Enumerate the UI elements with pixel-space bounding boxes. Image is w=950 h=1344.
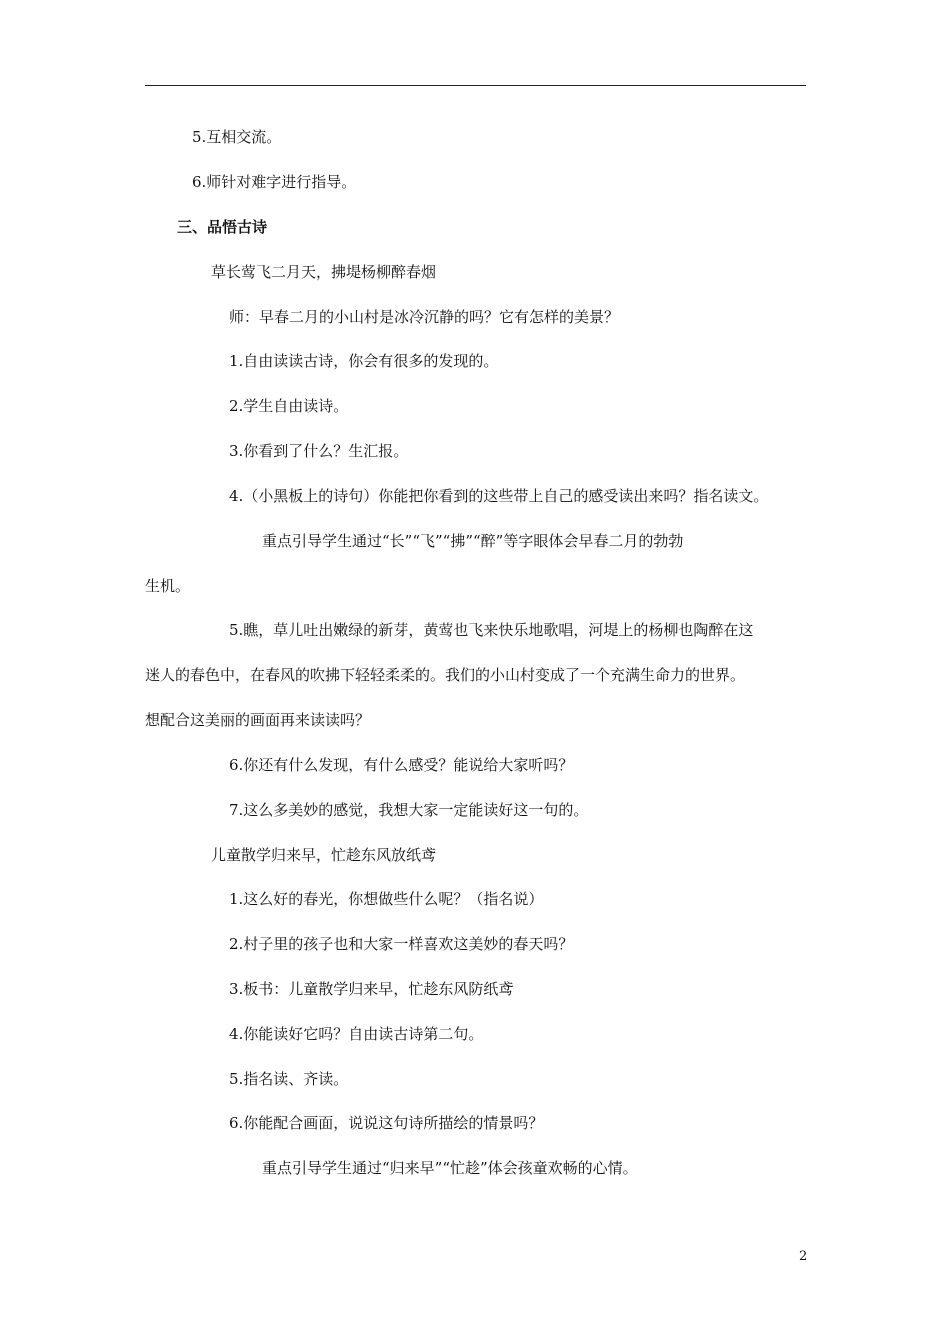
text-line: 3.你看到了什么？生汇报。 [229, 442, 409, 460]
text-line: 想配合这美丽的画面再来读读吗？ [145, 711, 371, 729]
text-line: 重点引导学生通过“归来早”“忙趁”体会孩童欢畅的心情。 [262, 1159, 638, 1177]
text-line: 7.这么多美妙的感觉，我想大家一定能读好这一句的。 [229, 801, 589, 819]
poem-line: 草长莺飞二月天，拂堤杨柳醉春烟 [211, 263, 437, 281]
text-line: 6.你还有什么发现，有什么感受？能说给大家听吗？ [229, 756, 574, 774]
text-line: 2.村子里的孩子也和大家一样喜欢这美妙的春天吗？ [229, 935, 574, 953]
page-number: 2 [799, 1249, 808, 1264]
text-line: 6.你能配合画面，说说这句诗所描绘的情景吗？ [229, 1114, 544, 1132]
header-rule [145, 85, 806, 86]
text-line: 师：早春二月的小山村是冰冷沉静的吗？它有怎样的美景？ [229, 308, 620, 326]
text-line: 生机。 [145, 577, 191, 595]
text-line: 6.师针对难字进行指导。 [192, 173, 357, 191]
text-line: 5.互相交流。 [192, 128, 282, 146]
text-line: 5.瞧，草儿吐出嫩绿的新芽，黄莺也飞来快乐地歌唱，河堤上的杨柳也陶醉在这 [229, 621, 754, 639]
poem-line: 儿童散学归来早，忙趁东风放纸鸢 [211, 846, 437, 864]
text-line: 1.自由读读古诗，你会有很多的发现的。 [229, 352, 499, 370]
section-heading: 三、品悟古诗 [177, 218, 268, 236]
text-line: 重点引导学生通过“长”“飞”“拂”“醉”等字眼体会早春二月的勃勃 [262, 532, 684, 550]
text-line: 1.这么好的春光，你想做些什么呢？（指名说） [229, 890, 544, 908]
text-line: 5.指名读、齐读。 [229, 1070, 349, 1088]
text-line: 2.学生自由读诗。 [229, 397, 349, 415]
text-line: 4.你能读好它吗？自由读古诗第二句。 [229, 1025, 484, 1043]
text-line: 迷人的春色中，在春风的吹拂下轻轻柔柔的。我们的小山村变成了一个充满生命力的世界。 [145, 666, 746, 684]
text-line: 3.板书：儿童散学归来早，忙趁东风防纸鸢 [229, 980, 514, 998]
text-line: 4.（小黑板上的诗句）你能把你看到的这些带上自己的感受读出来吗？指名读文。 [229, 487, 769, 505]
